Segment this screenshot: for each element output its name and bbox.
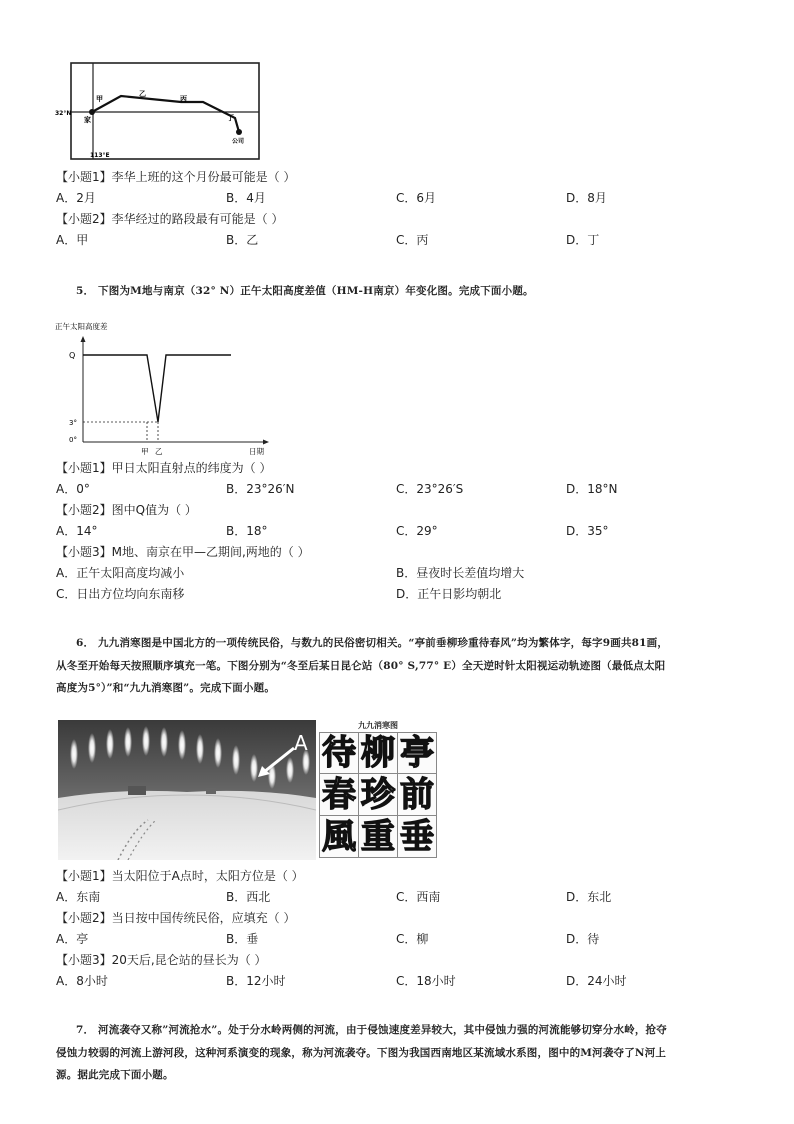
point-bing: 丙 (180, 95, 187, 103)
s4-q1-option-b[interactable]: B．4月 (226, 191, 266, 205)
s5-q2-option-b[interactable]: B．18° (226, 524, 268, 538)
s7-stem-line3: 源。据此完成下面小题。 (56, 1069, 174, 1081)
s6-q1-option-d[interactable]: D．东北 (566, 890, 612, 904)
s5-q1-option-a[interactable]: A．0° (56, 482, 90, 496)
s6-q1-option-b[interactable]: B．西北 (226, 890, 271, 904)
s6-q2-option-a[interactable]: A．亭 (56, 932, 89, 946)
s6-stem-line1: 6． 九九消寒图是中国北方的一项传统民俗，与数九的民俗密切相关。“亭前垂柳珍重待春风”均为繁体字，每字9画共81画， (76, 637, 669, 649)
point-yi: 乙 (139, 90, 146, 98)
s6-q3-option-c[interactable]: C．18小时 (396, 974, 456, 988)
series-line (83, 355, 231, 422)
s5-q2-option-d[interactable]: D．35° (566, 524, 609, 538)
s5-q2-option-c[interactable]: C．29° (396, 524, 438, 538)
grid-char-5: 珍 (361, 775, 395, 815)
grid-char-9: 垂 (400, 817, 434, 857)
lon-label: 113°E (90, 152, 110, 159)
s6-q2-stem: 【小题2】当日按中国传统民俗，应填充（ ） (56, 911, 296, 925)
s6-stem-line3: 高度为5°）”和“九九消寒图”。完成下面小题。 (56, 682, 276, 694)
s4-q2-option-b[interactable]: B．乙 (226, 233, 259, 247)
point-ding: 丁 (227, 114, 234, 122)
s6-q1-option-c[interactable]: C．西南 (396, 890, 441, 904)
s6-q3-option-a[interactable]: A．8小时 (56, 974, 108, 988)
ytick-q: Q (69, 351, 76, 360)
company-dot (236, 129, 242, 135)
s4-q2-option-c[interactable]: C．丙 (396, 233, 429, 247)
lat-label: 32°N (55, 110, 72, 117)
grid-char-6: 前 (400, 775, 434, 815)
ytick-0: 0° (69, 436, 77, 444)
sun-path-photo (58, 720, 316, 860)
nine-nines-chart (318, 718, 438, 860)
home-dot (89, 109, 95, 115)
s4-q2-option-d[interactable]: D．丁 (566, 233, 600, 247)
s4-q1-option-c[interactable]: C．6月 (396, 191, 437, 205)
grid-char-1: 待 (322, 733, 356, 773)
s6-q2-option-b[interactable]: B．垂 (226, 932, 259, 946)
s4-q1-stem: 【小题1】李华上班的这个月份最可能是（ ） (56, 170, 296, 184)
s5-q3-option-c[interactable]: C．日出方位均向东南移 (56, 587, 185, 601)
photo-label-a: A (294, 731, 308, 755)
s6-q3-option-d[interactable]: D．24小时 (566, 974, 627, 988)
grid-char-3: 亭 (400, 733, 434, 773)
s5-q1-option-c[interactable]: C．23°26′S (396, 482, 464, 496)
s4-q2-stem: 【小题2】李华经过的路段最有可能是（ ） (56, 212, 284, 226)
s6-q3-option-b[interactable]: B．12小时 (226, 974, 286, 988)
s7-stem-line2: 侵蚀力较弱的河流上游河段，这种河系演变的现象，称为河流袭夺。下图为我国西南地区某流域水系图，图中的M河袭夺了N河上 (56, 1047, 667, 1059)
s6-q3-stem: 【小题3】20天后,昆仑站的昼长为（ ） (56, 953, 267, 967)
s5-q3-stem: 【小题3】M地、南京在甲—乙期间,两地的（ ） (56, 545, 310, 559)
s5-q3-option-d[interactable]: D．正午日影均朝北 (396, 587, 502, 601)
s5-q2-stem: 【小题2】图中Q值为（ ） (56, 503, 197, 517)
chart-xlabel: 日期 (249, 447, 264, 456)
point-jia: 甲 (96, 95, 103, 103)
s6-q2-option-c[interactable]: C．柳 (396, 932, 429, 946)
dest-label: 公司 (232, 138, 245, 145)
s5-q1-option-b[interactable]: B．23°26′N (226, 482, 295, 496)
s4-q1-option-d[interactable]: D．8月 (566, 191, 607, 205)
snow-ground (58, 791, 316, 860)
s5-q1-stem: 【小题1】甲日太阳直射点的纬度为（ ） (56, 461, 272, 475)
s5-q3-option-a[interactable]: A．正午太阳高度均减小 (56, 566, 185, 580)
s5-q1-option-d[interactable]: D．18°N (566, 482, 618, 496)
s4-q2-option-a[interactable]: A．甲 (56, 233, 89, 247)
s6-q2-option-d[interactable]: D．待 (566, 932, 600, 946)
s4-q1-option-a[interactable]: A．2月 (56, 191, 96, 205)
origin-label: 家 (84, 116, 91, 124)
xtick-yi: 乙 (155, 447, 163, 456)
s6-stem-line2: 从冬至开始每天按照顺序填充一笔。下图分别为“冬至后某日昆仑站（80° S,77° E）全天逆时针太阳视运动轨迹图（最低点太阳 (56, 660, 666, 672)
grid-char-7: 風 (322, 817, 356, 857)
s5-stem: 5． 下图为M地与南京（32° N）正午太阳高度差值（HM-H南京）年变化图。完成下面小题。 (76, 285, 534, 297)
grid-char-4: 春 (322, 775, 356, 815)
s5-q3-option-b[interactable]: B．昼夜时长差值均增大 (396, 566, 525, 580)
sun-altitude-chart (55, 316, 285, 462)
s6-q1-stem: 【小题1】当太阳位于A点时，太阳方位是（ ） (56, 869, 304, 883)
grid-char-8: 重 (361, 817, 395, 857)
grid-title: 九九消寒图 (358, 720, 398, 730)
xtick-jia: 甲 (141, 447, 149, 456)
route-map (55, 60, 265, 162)
s6-q1-option-a[interactable]: A．东南 (56, 890, 101, 904)
s7-stem-line1: 7． 河流袭夺又称”河流抢水”。处于分水岭两侧的河流，由于侵蚀速度差异较大，其中侵蚀力强的河流能够切穿分水岭，抢夺 (76, 1024, 667, 1036)
chart-ylabel: 正午太阳高度差 (55, 322, 108, 331)
grid-char-2: 柳 (361, 733, 395, 773)
s5-q2-option-a[interactable]: A．14° (56, 524, 98, 538)
ytick-3: 3° (69, 419, 77, 427)
